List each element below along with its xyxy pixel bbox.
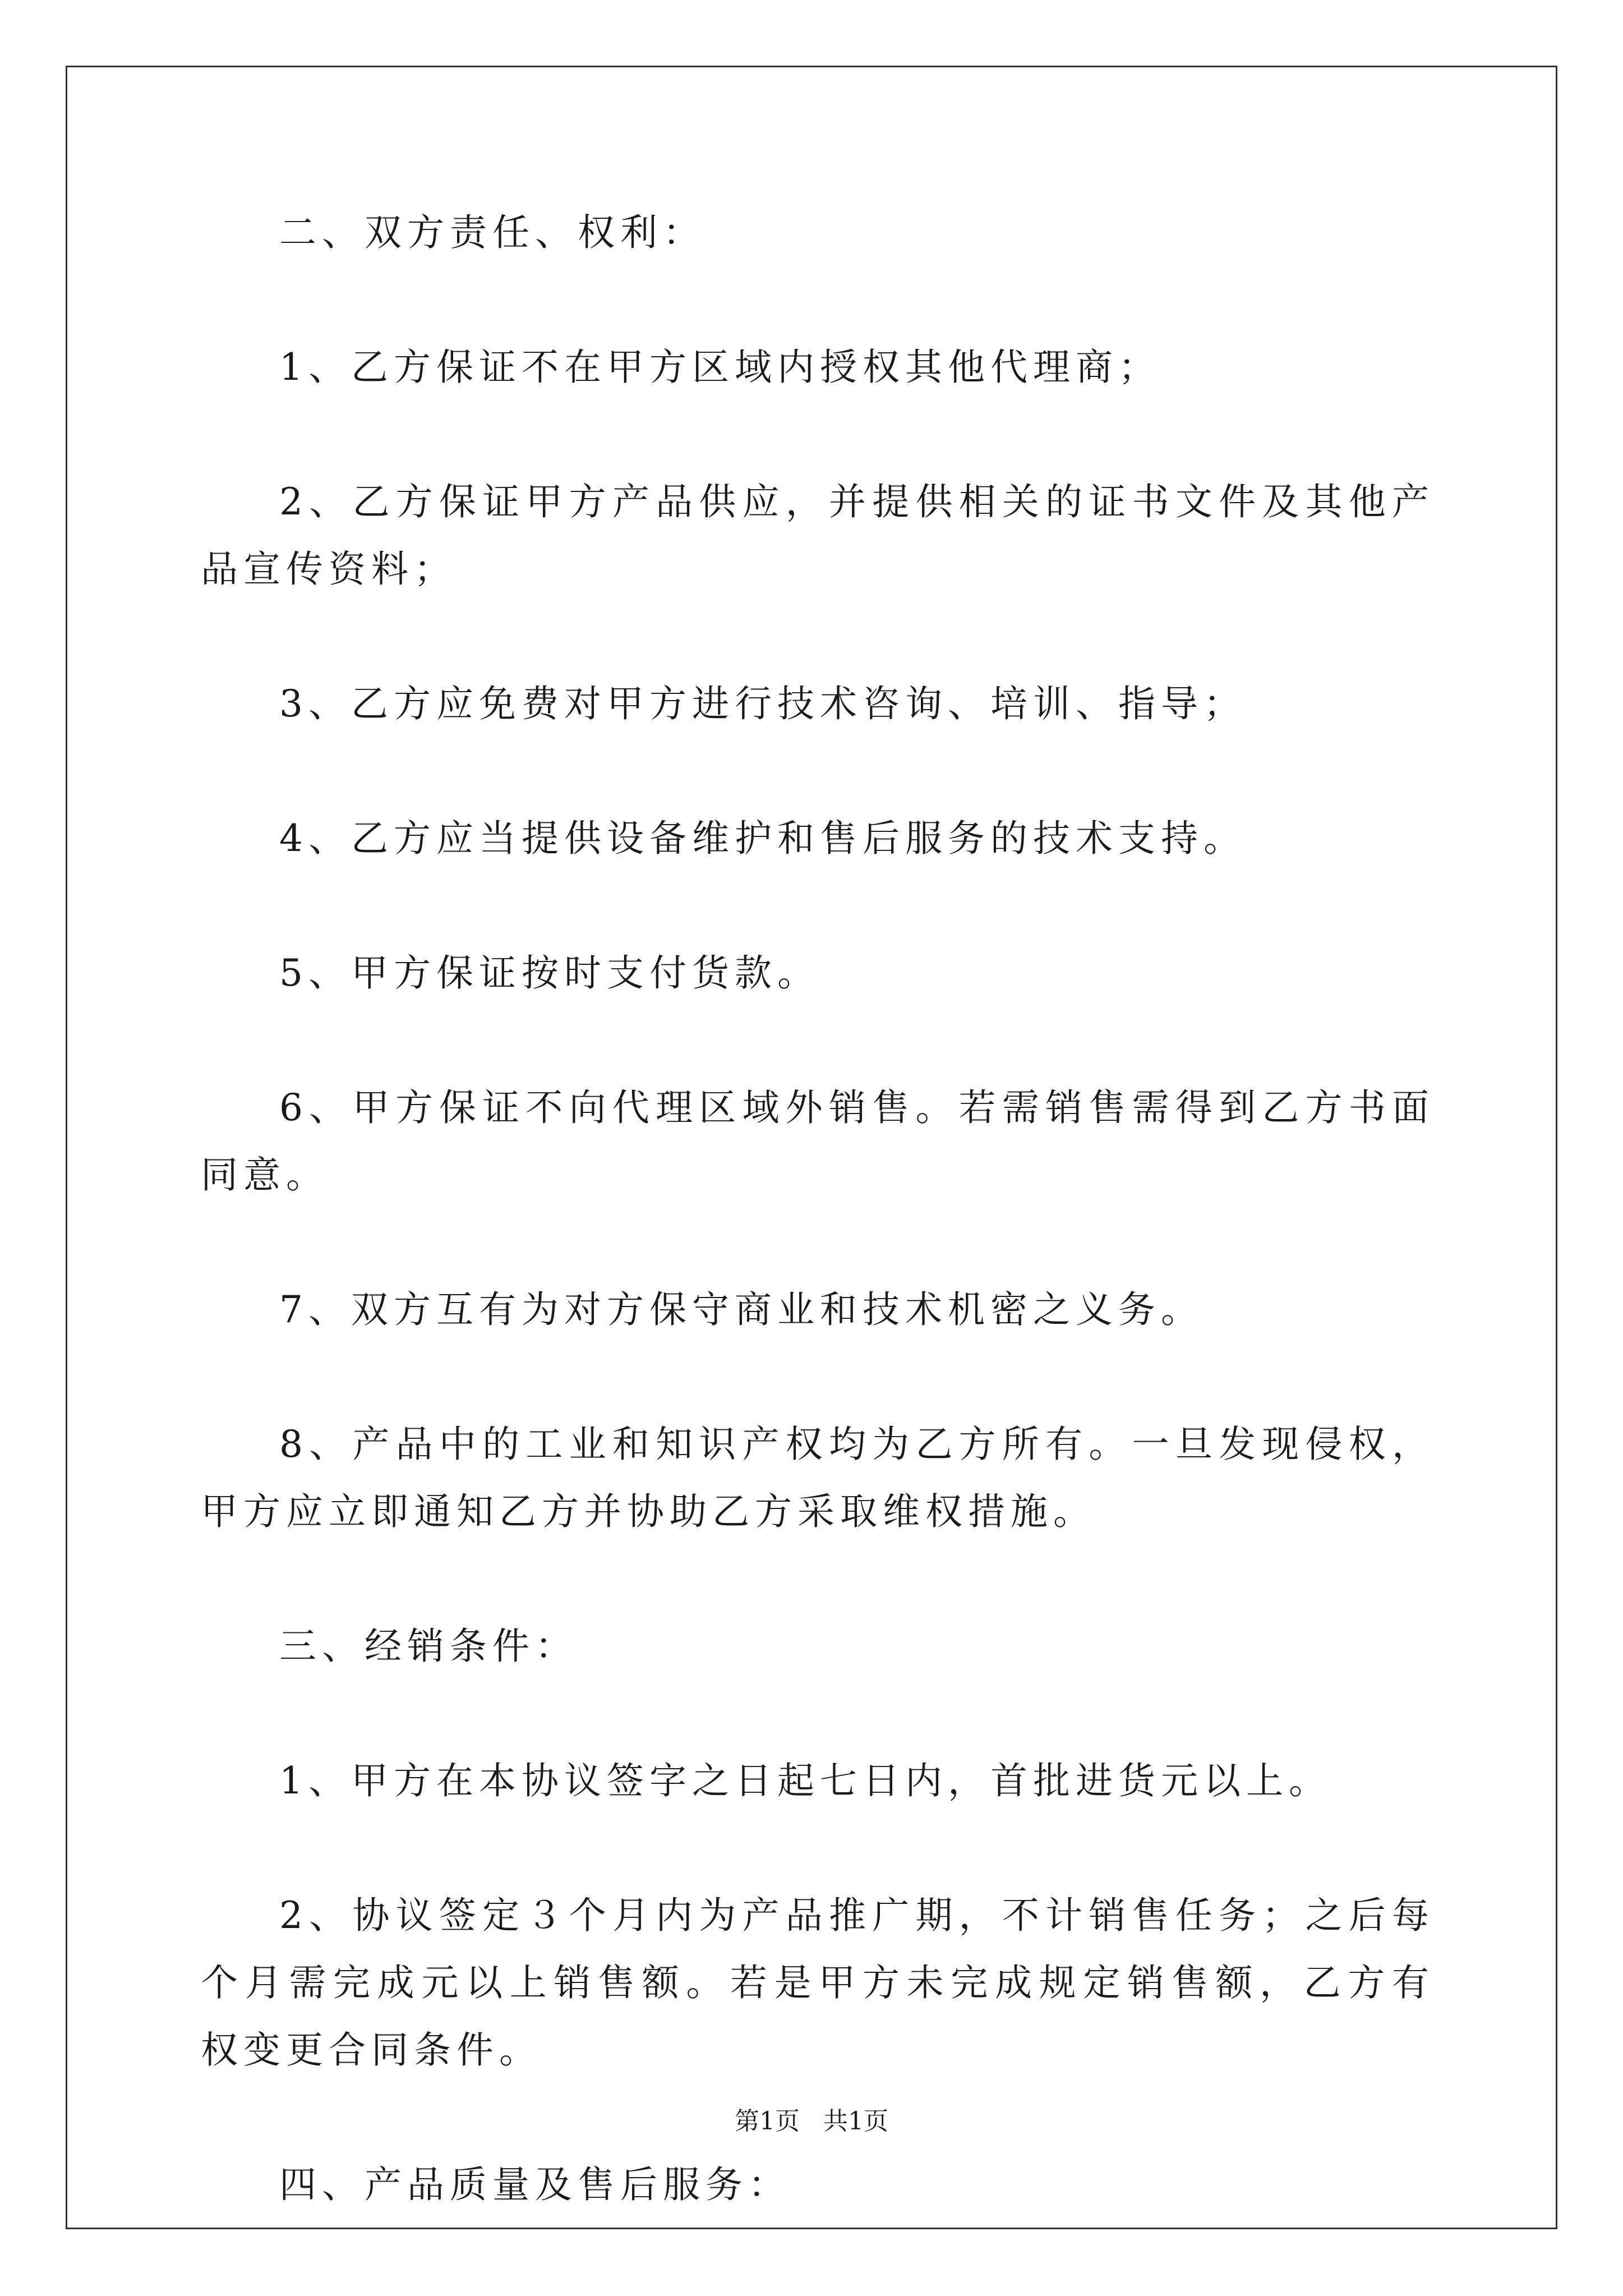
paragraph: 1、甲方在本协议签字之日起七日内，首批进货元以上。	[279, 1759, 1331, 1802]
paragraph: 2、协议签定３个月内为产品推广期，不计销售任务；之后每个月需完成元以上销售额。若是甲方未完成规定销售额，乙方有权变更合同条件。	[201, 1894, 1435, 2072]
section-heading: 四、产品质量及售后服务：	[279, 2163, 791, 2206]
page-number: 第1页	[735, 2107, 800, 2136]
document-body	[201, 199, 1435, 2219]
paragraph: 3、乙方应免费对甲方进行技术咨询、培训、指导；	[279, 682, 1246, 725]
paragraph: 7、双方互有为对方保守商业和技术机密之义务。	[279, 1288, 1204, 1331]
paragraph: 6、甲方保证不向代理区域外销售。若需销售需得到乙方书面同意。	[201, 1086, 1435, 1197]
page-total: 共1页	[823, 2107, 888, 2136]
paragraph: 5、甲方保证按时支付货款。	[279, 951, 820, 995]
paragraph: 4、乙方应当提供设备维护和售后服务的技术支持。	[279, 817, 1246, 860]
section-heading: 三、经销条件：	[279, 1625, 578, 1668]
section-heading: 二、双方责任、权利：	[279, 211, 706, 254]
paragraph: 2、乙方保证甲方产品供应，并提供相关的证书文件及其他产品宣传资料；	[201, 480, 1435, 591]
paragraph: 1、乙方保证不在甲方区域内授权其他代理商；	[279, 346, 1161, 389]
paragraph: 8、产品中的工业和知识产权均为乙方所有。一旦发现侵权，甲方应立即通知乙方并协助乙方采取维权措施。	[201, 1423, 1435, 1533]
page-footer	[0, 2105, 1623, 2138]
